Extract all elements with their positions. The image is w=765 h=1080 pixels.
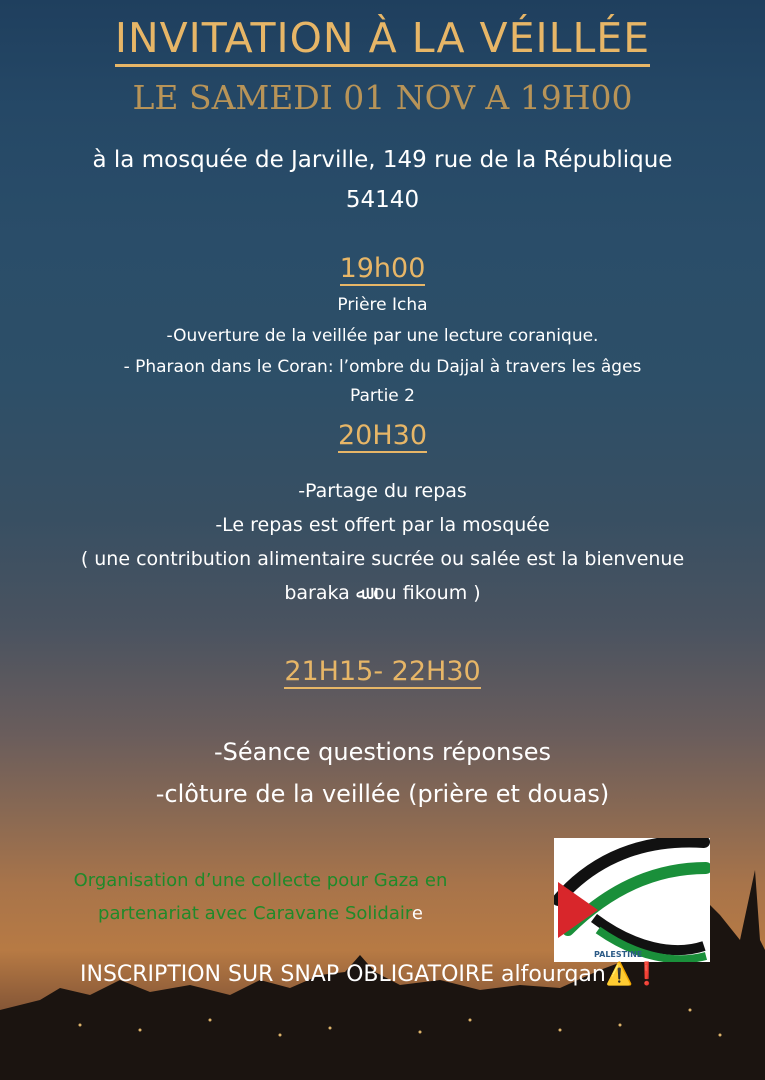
schedule-line: -clôture de la veillée (prière et douas)	[155, 780, 610, 808]
schedule-block-2	[0, 474, 765, 610]
mosque-address	[0, 140, 765, 220]
schedule-time-3: 21H15- 22H30	[284, 656, 481, 687]
schedule-line: -Partage du repas	[298, 480, 467, 502]
schedule-time-1: 19h00	[339, 253, 426, 284]
flag-ribbon-icon	[554, 838, 710, 962]
schedule-line: ( une contribution alimentaire sucrée ou salée est la bienvenue	[80, 548, 685, 570]
invitation-title: INVITATION À LA VÉILLÉE	[0, 14, 765, 62]
schedule-block-3	[0, 731, 765, 815]
event-date: LE SAMEDI 01 NOV A 19H00	[132, 78, 633, 117]
palestine-flag-image	[554, 838, 710, 962]
schedule-time-2: 20H30	[337, 420, 427, 451]
schedule-line: -Séance questions réponses	[214, 738, 551, 766]
collect-line-2: partenariat avec Caravane Solidaire	[98, 903, 423, 924]
schedule-line: Prière Icha	[337, 295, 428, 315]
schedule-line: baraka ﷲ ou fikoum )	[284, 582, 481, 604]
schedule-line: Partie 2	[350, 386, 415, 406]
schedule-line: -Ouverture de la veillée par une lecture coranique.	[166, 326, 599, 346]
address-line-street: à la mosquée de Jarville, 149 rue de la République	[92, 147, 673, 173]
flag-caption: PALESTINE	[594, 950, 643, 959]
gaza-collection-notice	[28, 864, 493, 930]
address-line-postcode: 54140	[345, 187, 420, 213]
schedule-line: - Pharaon dans le Coran: l’ombre du Dajjal à travers les âges	[123, 357, 642, 377]
schedule-line: -Le repas est offert par la mosquée	[215, 514, 550, 536]
collect-line-1: Organisation d’une collecte pour Gaza en	[73, 870, 448, 891]
schedule-block-1	[0, 290, 765, 412]
warning-icon: ⚠️❗	[605, 962, 661, 987]
snap-registration-notice: INSCRIPTION SUR SNAP OBLIGATOIRE alfourqan⚠️❗	[80, 962, 661, 987]
